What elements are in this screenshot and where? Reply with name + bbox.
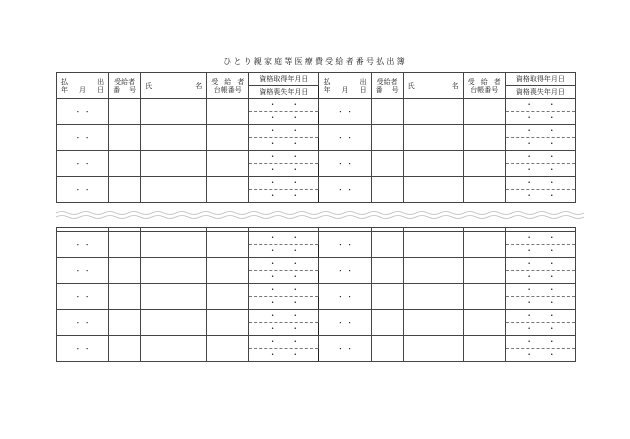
name-field[interactable] xyxy=(403,232,463,258)
payout-label-b: 出 xyxy=(359,77,367,86)
payout-label-a: 払 xyxy=(323,77,331,86)
acq-dot-a: ・ xyxy=(268,259,277,268)
acquired-date-field[interactable] xyxy=(249,310,319,323)
payout-date-field[interactable] xyxy=(57,284,109,310)
recipient-label: 受給者 xyxy=(376,77,398,86)
acq-dot-b: ・ xyxy=(291,126,300,135)
ledger-number-field[interactable] xyxy=(463,177,505,203)
acq-dot-b: ・ xyxy=(291,100,300,109)
acq-dot-b: ・ xyxy=(547,126,556,135)
lost-date-field[interactable] xyxy=(249,164,319,177)
recipient-number-field[interactable] xyxy=(109,258,141,284)
header-recipient-number xyxy=(109,73,141,99)
lost-dot-a: ・ xyxy=(268,350,277,359)
ledger-number-field[interactable] xyxy=(463,232,505,258)
acq-dot-b: ・ xyxy=(547,259,556,268)
acquired-date-field[interactable] xyxy=(249,232,319,245)
lost-date-field[interactable] xyxy=(505,112,575,125)
acq-dot-a: ・ xyxy=(268,126,277,135)
header-recipient-number xyxy=(371,73,403,99)
month-label: 月 xyxy=(79,85,87,94)
name-field[interactable] xyxy=(403,151,463,177)
payout-date-field[interactable] xyxy=(57,336,109,362)
month-label: 月 xyxy=(341,85,349,94)
acquired-date-field[interactable] xyxy=(249,336,319,349)
header-payout-date xyxy=(57,73,109,99)
number-label-a: 番 xyxy=(113,85,121,94)
lost-date-field[interactable] xyxy=(249,323,319,336)
acq-dot-a: ・ xyxy=(525,259,534,268)
payout-date-cell: ・ ・ xyxy=(74,292,91,301)
ledger-number-field[interactable] xyxy=(207,151,249,177)
lost-dot-a: ・ xyxy=(525,350,534,359)
lost-dot-a: ・ xyxy=(525,165,534,174)
recipient-number-field[interactable] xyxy=(371,151,403,177)
name-field[interactable] xyxy=(141,99,207,125)
name-label-a: 氏 xyxy=(145,81,153,90)
lost-date-field[interactable] xyxy=(505,138,575,151)
payout-date-field[interactable] xyxy=(57,258,109,284)
ledger-number-field[interactable] xyxy=(463,99,505,125)
payout-date-field[interactable] xyxy=(57,151,109,177)
lost-dot-a: ・ xyxy=(525,272,534,281)
acquired-date-field[interactable] xyxy=(505,99,575,112)
page-break-wave xyxy=(56,211,576,219)
ledger-number-field[interactable] xyxy=(207,177,249,203)
lost-dot-a: ・ xyxy=(268,191,277,200)
lost-dot-a: ・ xyxy=(268,324,277,333)
ledger-number-field[interactable] xyxy=(463,310,505,336)
payout-label-b: 出 xyxy=(97,77,105,86)
acq-dot-b: ・ xyxy=(547,100,556,109)
lost-dot-a: ・ xyxy=(268,246,277,255)
acq-dot-a: ・ xyxy=(268,337,277,346)
lost-dot-a: ・ xyxy=(268,139,277,148)
acq-dot-b: ・ xyxy=(547,337,556,346)
name-label-b: 名 xyxy=(451,81,459,90)
recipient-label: 受給者 xyxy=(114,77,136,86)
name-field[interactable] xyxy=(403,310,463,336)
register-table-top xyxy=(56,72,576,203)
payout-date-field[interactable] xyxy=(319,258,371,284)
table-row xyxy=(57,99,576,112)
payout-date-cell: ・ ・ xyxy=(336,185,354,194)
recipient-number-field[interactable] xyxy=(109,125,141,151)
acquired-date-label: 資格取得年月日 xyxy=(515,75,565,83)
acquired-date-field[interactable] xyxy=(249,284,319,297)
lost-dot-a: ・ xyxy=(525,324,534,333)
recipient-number-field[interactable] xyxy=(371,284,403,310)
payout-date-field[interactable] xyxy=(319,125,371,151)
ledger-number-field[interactable] xyxy=(207,232,249,258)
number-label-b: 号 xyxy=(391,85,399,94)
acq-dot-b: ・ xyxy=(291,285,300,294)
acq-dot-b: ・ xyxy=(547,285,556,294)
acq-dot-a: ・ xyxy=(525,285,534,294)
acq-dot-b: ・ xyxy=(291,311,300,320)
ledger-number-field[interactable] xyxy=(207,258,249,284)
name-label-a: 氏 xyxy=(407,81,415,90)
lost-dot-b: ・ xyxy=(547,298,556,307)
acquired-date-field[interactable] xyxy=(249,99,319,112)
payout-date-field[interactable] xyxy=(319,310,371,336)
ledger-number-label: 台帳番号 xyxy=(213,85,242,94)
payout-date-field[interactable] xyxy=(319,177,371,203)
lost-date-field[interactable] xyxy=(505,349,575,362)
acq-dot-a: ・ xyxy=(268,311,277,320)
name-field[interactable] xyxy=(141,232,207,258)
year-label: 年 xyxy=(323,85,331,94)
lost-date-field[interactable] xyxy=(505,190,575,203)
lost-dot-b: ・ xyxy=(547,246,556,255)
recipient-number-field[interactable] xyxy=(371,232,403,258)
payout-date-cell: ・ ・ xyxy=(74,240,91,249)
name-field[interactable] xyxy=(403,284,463,310)
acq-dot-a: ・ xyxy=(268,178,277,187)
acquired-date-field[interactable] xyxy=(505,232,575,245)
payout-date-cell: ・ ・ xyxy=(74,159,91,168)
lost-date-field[interactable] xyxy=(249,271,319,284)
lost-date-field[interactable] xyxy=(249,297,319,310)
payout-date-field[interactable] xyxy=(57,310,109,336)
name-field[interactable] xyxy=(141,284,207,310)
payout-date-field[interactable] xyxy=(319,232,371,258)
lost-date-field[interactable] xyxy=(505,164,575,177)
payout-date-field[interactable] xyxy=(319,284,371,310)
payout-date-cell: ・ ・ xyxy=(336,240,354,249)
recipient-number-field[interactable] xyxy=(109,232,141,258)
ledger-number-field[interactable] xyxy=(463,258,505,284)
recipient-number-field[interactable] xyxy=(371,310,403,336)
header-lost-date xyxy=(249,86,319,99)
name-field[interactable] xyxy=(141,177,207,203)
acq-dot-a: ・ xyxy=(525,178,534,187)
lost-dot-b: ・ xyxy=(547,139,556,148)
name-field[interactable] xyxy=(403,258,463,284)
lost-dot-b: ・ xyxy=(547,272,556,281)
table-row xyxy=(57,310,576,323)
table-row xyxy=(57,336,576,349)
lost-dot-b: ・ xyxy=(291,298,300,307)
payout-date-cell: ・ ・ xyxy=(74,318,91,327)
lost-date-label: 資格喪失年月日 xyxy=(515,88,565,96)
lost-dot-a: ・ xyxy=(525,246,534,255)
payout-date-cell: ・ ・ xyxy=(74,266,91,275)
lost-date-field[interactable] xyxy=(249,245,319,258)
lost-dot-b: ・ xyxy=(291,113,300,122)
acq-dot-a: ・ xyxy=(525,233,534,242)
name-field[interactable] xyxy=(403,99,463,125)
payout-date-cell: ・ ・ xyxy=(336,266,354,275)
payout-date-cell: ・ ・ xyxy=(336,318,354,327)
number-label-a: 番 xyxy=(375,85,383,94)
table-row xyxy=(57,258,576,271)
payout-date-cell: ・ ・ xyxy=(336,133,354,142)
lost-dot-b: ・ xyxy=(291,165,300,174)
name-field[interactable] xyxy=(141,125,207,151)
lost-date-field[interactable] xyxy=(249,190,319,203)
ledger-number-field[interactable] xyxy=(207,336,249,362)
name-label-b: 名 xyxy=(195,81,203,90)
lost-dot-a: ・ xyxy=(525,298,534,307)
recipient-number-field[interactable] xyxy=(109,336,141,362)
ledger-c: 者 xyxy=(237,77,245,86)
payout-date-field[interactable] xyxy=(319,151,371,177)
ledger-number-field[interactable] xyxy=(207,310,249,336)
acq-dot-a: ・ xyxy=(268,233,277,242)
name-field[interactable] xyxy=(403,336,463,362)
ledger-number-field[interactable] xyxy=(207,99,249,125)
lost-dot-b: ・ xyxy=(291,246,300,255)
acquired-date-field[interactable] xyxy=(505,310,575,323)
lost-date-field[interactable] xyxy=(249,349,319,362)
header-acquired-date xyxy=(505,73,575,86)
acquired-date-field[interactable] xyxy=(505,258,575,271)
acq-dot-a: ・ xyxy=(525,337,534,346)
acq-dot-b: ・ xyxy=(291,233,300,242)
ledger-number-field[interactable] xyxy=(207,284,249,310)
payout-date-cell: ・ ・ xyxy=(74,107,91,116)
payout-date-field[interactable] xyxy=(57,177,109,203)
lost-date-label: 資格喪失年月日 xyxy=(259,88,309,96)
lost-dot-b: ・ xyxy=(547,191,556,200)
payout-date-cell: ・ ・ xyxy=(74,344,91,353)
ledger-a: 受 xyxy=(211,77,219,86)
acq-dot-b: ・ xyxy=(291,178,300,187)
lost-dot-a: ・ xyxy=(268,272,277,281)
table-row xyxy=(57,125,576,138)
table-row xyxy=(57,284,576,297)
acquired-date-field[interactable] xyxy=(505,177,575,190)
name-field[interactable] xyxy=(403,177,463,203)
acquired-date-field[interactable] xyxy=(505,284,575,297)
lost-dot-b: ・ xyxy=(547,350,556,359)
lost-date-field[interactable] xyxy=(505,297,575,310)
lost-dot-b: ・ xyxy=(291,324,300,333)
acquired-date-label: 資格取得年月日 xyxy=(259,75,309,83)
acq-dot-b: ・ xyxy=(547,152,556,161)
ledger-number-field[interactable] xyxy=(463,151,505,177)
acquired-date-field[interactable] xyxy=(505,125,575,138)
payout-date-cell: ・ ・ xyxy=(336,292,354,301)
register-table-bottom xyxy=(56,227,576,362)
payout-date-field[interactable] xyxy=(319,336,371,362)
lost-date-field[interactable] xyxy=(505,245,575,258)
acquired-date-field[interactable] xyxy=(249,258,319,271)
acq-dot-b: ・ xyxy=(547,311,556,320)
page-title: ひとり親家庭等医療費受給者番号払出簿 xyxy=(223,57,407,66)
lost-dot-a: ・ xyxy=(525,191,534,200)
payout-date-field[interactable] xyxy=(57,125,109,151)
acquired-date-field[interactable] xyxy=(505,336,575,349)
ledger-b: 給 xyxy=(224,77,232,86)
lost-dot-a: ・ xyxy=(268,165,277,174)
ledger-number-field[interactable] xyxy=(207,125,249,151)
name-field[interactable] xyxy=(141,310,207,336)
recipient-number-field[interactable] xyxy=(371,258,403,284)
payout-date-cell: ・ ・ xyxy=(74,133,91,142)
ledger-c: 者 xyxy=(493,77,501,86)
payout-date-cell: ・ ・ xyxy=(336,344,354,353)
day-label: 日 xyxy=(97,85,105,94)
acq-dot-a: ・ xyxy=(268,100,277,109)
ledger-a: 受 xyxy=(467,77,475,86)
header-lost-date xyxy=(505,86,575,99)
payout-label-a: 払 xyxy=(61,77,68,86)
header-ledger-number xyxy=(463,73,505,99)
acquired-date-field[interactable] xyxy=(505,151,575,164)
recipient-number-field[interactable] xyxy=(109,99,141,125)
recipient-number-field[interactable] xyxy=(371,99,403,125)
acq-dot-b: ・ xyxy=(547,233,556,242)
acq-dot-b: ・ xyxy=(291,259,300,268)
lost-date-field[interactable] xyxy=(505,323,575,336)
lost-dot-b: ・ xyxy=(291,139,300,148)
acquired-date-field[interactable] xyxy=(249,125,319,138)
payout-date-field[interactable] xyxy=(57,232,109,258)
name-field[interactable] xyxy=(141,151,207,177)
lost-dot-a: ・ xyxy=(268,113,277,122)
lost-date-field[interactable] xyxy=(505,271,575,284)
recipient-number-field[interactable] xyxy=(371,125,403,151)
name-field[interactable] xyxy=(403,125,463,151)
acq-dot-b: ・ xyxy=(291,152,300,161)
recipient-number-field[interactable] xyxy=(109,151,141,177)
lost-date-field[interactable] xyxy=(249,138,319,151)
lost-dot-b: ・ xyxy=(291,350,300,359)
ledger-number-field[interactable] xyxy=(463,284,505,310)
table-row xyxy=(57,151,576,164)
ledger-b: 給 xyxy=(480,77,488,86)
acq-dot-a: ・ xyxy=(268,285,277,294)
ledger-number-label: 台帳番号 xyxy=(470,85,499,94)
lost-dot-b: ・ xyxy=(291,191,300,200)
lost-date-field[interactable] xyxy=(249,112,319,125)
recipient-number-field[interactable] xyxy=(371,336,403,362)
recipient-number-field[interactable] xyxy=(109,310,141,336)
acquired-date-field[interactable] xyxy=(249,151,319,164)
table-row xyxy=(57,232,576,245)
table-row xyxy=(57,177,576,190)
header-name xyxy=(403,73,463,99)
header-acquired-date xyxy=(249,73,319,86)
name-field[interactable] xyxy=(141,336,207,362)
ledger-number-field[interactable] xyxy=(463,125,505,151)
lost-dot-a: ・ xyxy=(525,113,534,122)
lost-dot-a: ・ xyxy=(268,298,277,307)
acquired-date-field[interactable] xyxy=(249,177,319,190)
payout-date-cell: ・ ・ xyxy=(336,159,354,168)
name-field[interactable] xyxy=(141,258,207,284)
number-label-b: 号 xyxy=(129,85,137,94)
year-label: 年 xyxy=(61,85,68,94)
lost-dot-b: ・ xyxy=(547,165,556,174)
lost-dot-a: ・ xyxy=(525,139,534,148)
acq-dot-b: ・ xyxy=(291,337,300,346)
acq-dot-b: ・ xyxy=(547,178,556,187)
recipient-number-field[interactable] xyxy=(109,177,141,203)
payout-date-cell: ・ ・ xyxy=(74,185,91,194)
header-payout-date xyxy=(319,73,371,99)
acq-dot-a: ・ xyxy=(525,100,534,109)
lost-dot-b: ・ xyxy=(547,113,556,122)
recipient-number-field[interactable] xyxy=(371,177,403,203)
acq-dot-a: ・ xyxy=(525,311,534,320)
header-ledger-number xyxy=(207,73,249,99)
lost-dot-b: ・ xyxy=(291,272,300,281)
header-name xyxy=(141,73,207,99)
payout-date-field[interactable] xyxy=(319,99,371,125)
acq-dot-a: ・ xyxy=(525,126,534,135)
ledger-number-field[interactable] xyxy=(463,336,505,362)
payout-date-field[interactable] xyxy=(57,99,109,125)
acq-dot-a: ・ xyxy=(268,152,277,161)
acq-dot-a: ・ xyxy=(525,152,534,161)
recipient-number-field[interactable] xyxy=(109,284,141,310)
lost-dot-b: ・ xyxy=(547,324,556,333)
day-label: 日 xyxy=(359,85,367,94)
payout-date-cell: ・ ・ xyxy=(336,107,354,116)
